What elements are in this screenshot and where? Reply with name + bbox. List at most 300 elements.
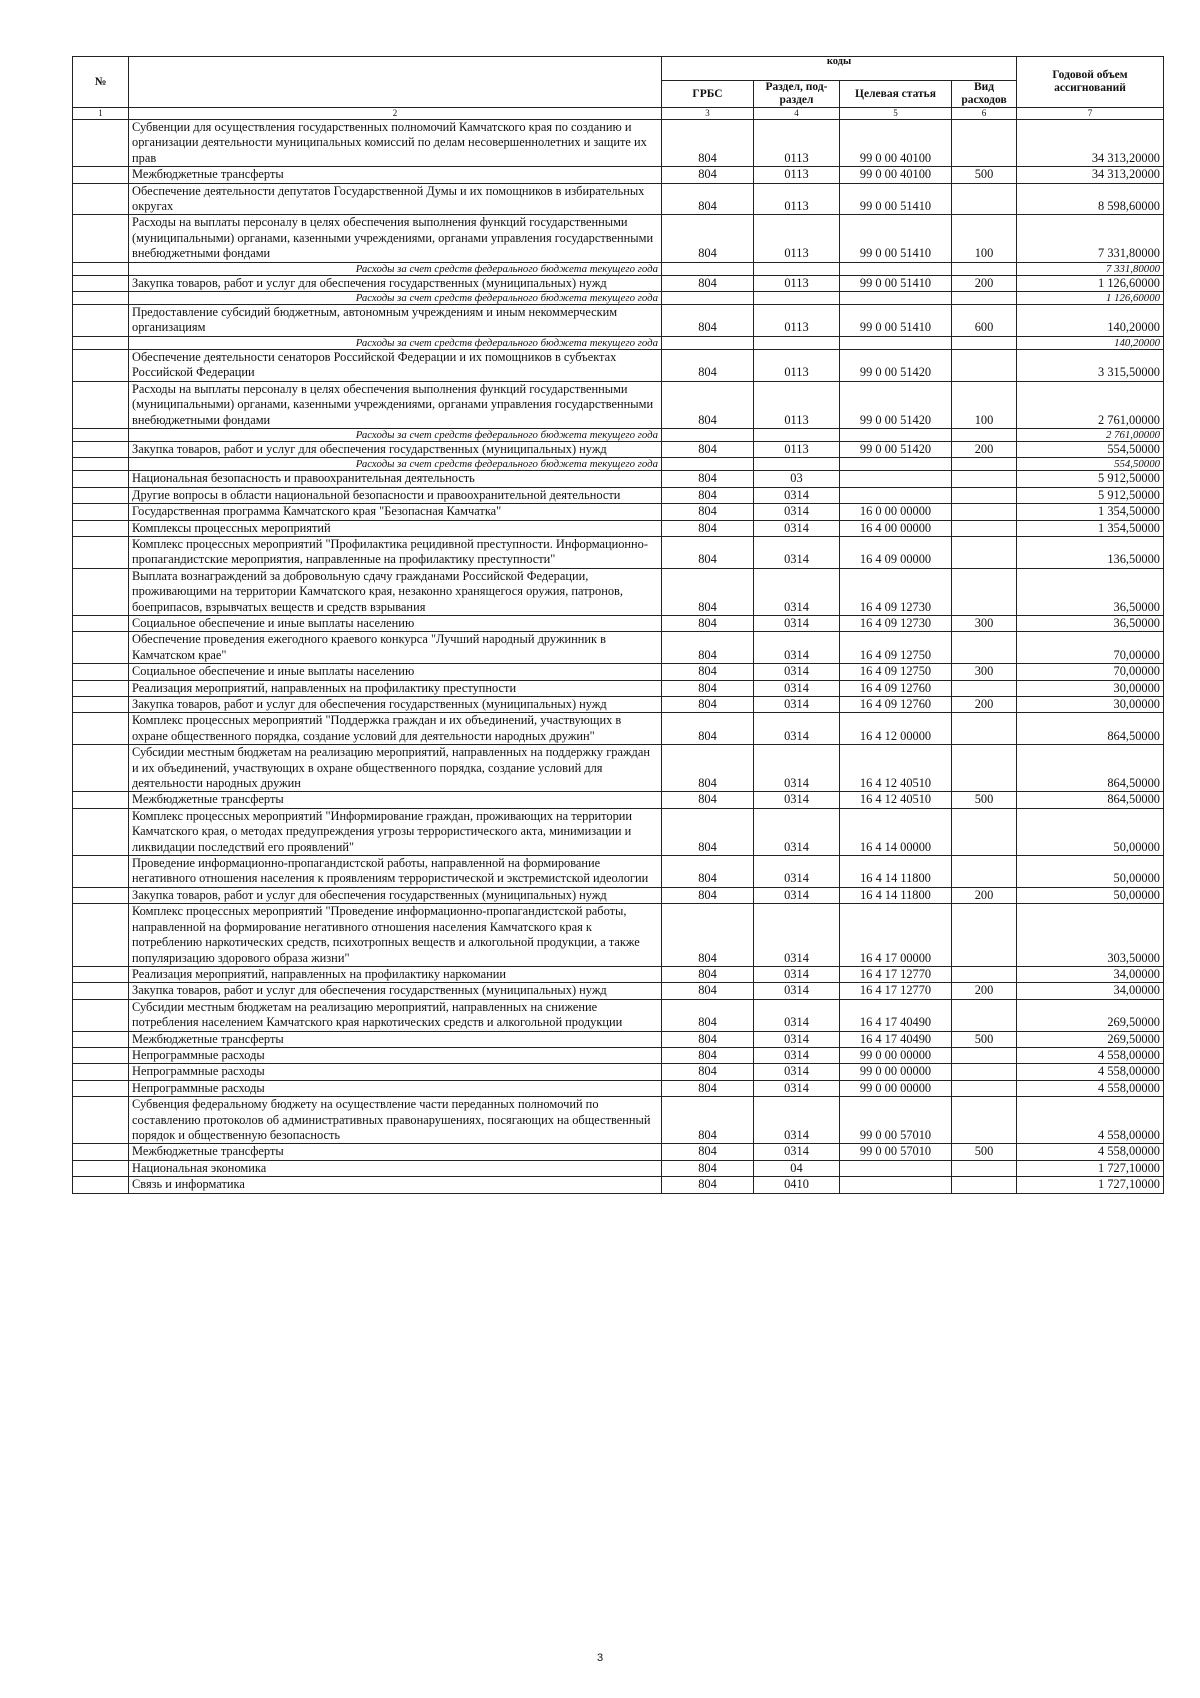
- row-section-cell: 0314: [754, 568, 840, 615]
- row-grbs-cell: 804: [662, 664, 754, 680]
- row-sum-cell: 4 558,00000: [1017, 1144, 1164, 1160]
- row-target-cell: 16 4 09 12730: [840, 615, 952, 631]
- row-name-cell: Закупка товаров, работ и услуг для обеспечения государственных (муниципальных) нужд: [129, 275, 662, 291]
- row-section-cell: [754, 336, 840, 349]
- row-sum-cell: 1 126,60000: [1017, 275, 1164, 291]
- row-grbs-cell: 804: [662, 1144, 754, 1160]
- row-target-cell: 99 0 00 00000: [840, 1080, 952, 1096]
- col-number-4: 4: [754, 108, 840, 120]
- table-row: [73, 697, 1164, 713]
- row-number-cell: [73, 167, 129, 183]
- row-name-cell: Социальное обеспечение и иные выплаты населению: [129, 664, 662, 680]
- row-name-cell: Закупка товаров, работ и услуг для обеспечения государственных (муниципальных) нужд: [129, 983, 662, 999]
- row-sum-cell: 36,50000: [1017, 568, 1164, 615]
- row-grbs-cell: 804: [662, 120, 754, 167]
- row-number-cell: [73, 632, 129, 664]
- row-target-cell: 99 0 00 51420: [840, 381, 952, 428]
- row-number-cell: [73, 904, 129, 967]
- row-sum-cell: 864,50000: [1017, 792, 1164, 808]
- table-row: [73, 428, 1164, 441]
- row-target-cell: 99 0 00 51420: [840, 441, 952, 457]
- row-sum-cell: 864,50000: [1017, 745, 1164, 792]
- table-row: [73, 904, 1164, 967]
- row-name-cell: Социальное обеспечение и иные выплаты населению: [129, 615, 662, 631]
- row-target-cell: 99 0 00 51420: [840, 349, 952, 381]
- row-grbs-cell: 804: [662, 305, 754, 337]
- row-target-cell: 16 4 09 12750: [840, 664, 952, 680]
- row-target-cell: 16 4 09 00000: [840, 536, 952, 568]
- row-section-cell: 0314: [754, 792, 840, 808]
- table-row: [73, 536, 1164, 568]
- table-row: [73, 1080, 1164, 1096]
- row-kind-cell: [952, 504, 1017, 520]
- row-sum-cell: 1 354,50000: [1017, 504, 1164, 520]
- row-name-cell: Государственная программа Камчатского края "Безопасная Камчатка": [129, 504, 662, 520]
- table-row: [73, 504, 1164, 520]
- row-target-cell: [840, 487, 952, 503]
- row-number-cell: [73, 1177, 129, 1193]
- row-kind-cell: 300: [952, 615, 1017, 631]
- row-number-cell: [73, 745, 129, 792]
- row-grbs-cell: 804: [662, 215, 754, 262]
- row-target-cell: 99 0 00 51410: [840, 275, 952, 291]
- row-number-cell: [73, 336, 129, 349]
- row-sum-cell: 4 558,00000: [1017, 1047, 1164, 1063]
- row-sum-cell: 36,50000: [1017, 615, 1164, 631]
- row-number-cell: [73, 615, 129, 631]
- row-number-cell: [73, 305, 129, 337]
- row-sum-cell: 1 126,60000: [1017, 292, 1164, 305]
- row-name-cell: Комплекс процессных мероприятий "Информирование граждан, проживающих на территории Камчатского края, о методах предупреждения угрозы террористического акта, минимизации и ликвидации последствий его проявлений": [129, 808, 662, 855]
- row-section-cell: 04: [754, 1160, 840, 1176]
- row-grbs-cell: 804: [662, 966, 754, 982]
- row-name-cell: Национальная безопасность и правоохранительная деятельность: [129, 471, 662, 487]
- row-sum-cell: 70,00000: [1017, 632, 1164, 664]
- row-kind-cell: [952, 966, 1017, 982]
- row-grbs-cell: 804: [662, 520, 754, 536]
- row-target-cell: 16 4 17 12770: [840, 983, 952, 999]
- row-target-cell: [840, 336, 952, 349]
- row-number-cell: [73, 856, 129, 888]
- row-name-cell: Расходы за счет средств федерального бюджета текущего года: [129, 336, 662, 349]
- row-number-cell: [73, 808, 129, 855]
- table-row: [73, 487, 1164, 503]
- row-section-cell: 0314: [754, 1047, 840, 1063]
- row-target-cell: 99 0 00 57010: [840, 1097, 952, 1144]
- row-target-cell: 16 4 17 40490: [840, 999, 952, 1031]
- row-target-cell: 99 0 00 00000: [840, 1064, 952, 1080]
- row-kind-cell: [952, 632, 1017, 664]
- table-row: [73, 745, 1164, 792]
- row-kind-cell: [952, 536, 1017, 568]
- row-target-cell: [840, 1177, 952, 1193]
- row-target-cell: 16 4 09 12760: [840, 680, 952, 696]
- row-number-cell: [73, 458, 129, 471]
- table-row: [73, 632, 1164, 664]
- row-section-cell: 0314: [754, 808, 840, 855]
- row-sum-cell: 5 912,50000: [1017, 471, 1164, 487]
- row-number-cell: [73, 428, 129, 441]
- row-kind-cell: [952, 1064, 1017, 1080]
- row-sum-cell: 50,00000: [1017, 887, 1164, 903]
- row-grbs-cell: 804: [662, 632, 754, 664]
- row-section-cell: 03: [754, 471, 840, 487]
- row-sum-cell: 8 598,60000: [1017, 183, 1164, 215]
- row-name-cell: Предоставление субсидий бюджетным, автономным учреждениям и иным некоммерческим организациям: [129, 305, 662, 337]
- row-name-cell: Другие вопросы в области национальной безопасности и правоохранительной деятельности: [129, 487, 662, 503]
- row-target-cell: 16 4 09 12750: [840, 632, 952, 664]
- row-section-cell: 0113: [754, 120, 840, 167]
- row-kind-cell: [952, 520, 1017, 536]
- row-number-cell: [73, 441, 129, 457]
- row-kind-cell: [952, 1097, 1017, 1144]
- row-kind-cell: 500: [952, 1031, 1017, 1047]
- table-row: [73, 1160, 1164, 1176]
- table-row: [73, 664, 1164, 680]
- row-section-cell: 0113: [754, 167, 840, 183]
- row-name-cell: Непрограммные расходы: [129, 1047, 662, 1063]
- row-name-cell: Закупка товаров, работ и услуг для обеспечения государственных (муниципальных) нужд: [129, 887, 662, 903]
- row-grbs-cell: 804: [662, 697, 754, 713]
- row-grbs-cell: 804: [662, 275, 754, 291]
- row-number-cell: [73, 983, 129, 999]
- row-grbs-cell: 804: [662, 792, 754, 808]
- row-grbs-cell: 804: [662, 983, 754, 999]
- row-kind-cell: [952, 1177, 1017, 1193]
- row-kind-cell: [952, 458, 1017, 471]
- row-sum-cell: 136,50000: [1017, 536, 1164, 568]
- row-grbs-cell: 804: [662, 568, 754, 615]
- row-section-cell: 0314: [754, 745, 840, 792]
- row-name-cell: Реализация мероприятий, направленных на профилактику преступности: [129, 680, 662, 696]
- row-kind-cell: [952, 471, 1017, 487]
- row-section-cell: [754, 458, 840, 471]
- table-row: [73, 275, 1164, 291]
- row-name-cell: Обеспечение деятельности сенаторов Российской Федерации и их помощников в субъектах Российской Федерации: [129, 349, 662, 381]
- row-grbs-cell: 804: [662, 1047, 754, 1063]
- row-kind-cell: [952, 262, 1017, 275]
- row-grbs-cell: [662, 292, 754, 305]
- row-grbs-cell: 804: [662, 349, 754, 381]
- row-target-cell: 16 4 14 00000: [840, 808, 952, 855]
- row-kind-cell: 200: [952, 887, 1017, 903]
- row-target-cell: 16 4 12 40510: [840, 745, 952, 792]
- table-row: [73, 680, 1164, 696]
- row-sum-cell: 554,50000: [1017, 458, 1164, 471]
- row-name-cell: Комплекс процессных мероприятий "Поддержка граждан и их объединений, участвующих в охране общественного порядка, создание условий для деятельности народных дружин": [129, 713, 662, 745]
- row-name-cell: Расходы на выплаты персоналу в целях обеспечения выполнения функций государственными (муниципальными) органами, казенными учреждениями, органами управления государственными внебюджетными фондами: [129, 381, 662, 428]
- page-number: 3: [596, 1652, 604, 1664]
- row-kind-cell: [952, 292, 1017, 305]
- row-kind-cell: [952, 680, 1017, 696]
- table-row: [73, 336, 1164, 349]
- table-row: [73, 1144, 1164, 1160]
- row-grbs-cell: [662, 458, 754, 471]
- row-sum-cell: 1 727,10000: [1017, 1160, 1164, 1176]
- row-number-cell: [73, 568, 129, 615]
- row-sum-cell: 30,00000: [1017, 680, 1164, 696]
- row-target-cell: 16 4 09 12730: [840, 568, 952, 615]
- row-number-cell: [73, 1144, 129, 1160]
- table-row: [73, 856, 1164, 888]
- row-name-cell: Комплекс процессных мероприятий "Проведение информационно-пропагандистской работы, направленной на формирование негативного отношения населения Камчатского края к потреблению наркотических средств, психотропных веществ и алкогольной продукции, а также популяризацию здорового образа жизни": [129, 904, 662, 967]
- row-number-cell: [73, 1047, 129, 1063]
- row-grbs-cell: 804: [662, 381, 754, 428]
- row-target-cell: 16 0 00 00000: [840, 504, 952, 520]
- row-sum-cell: 864,50000: [1017, 713, 1164, 745]
- row-sum-cell: 34 313,20000: [1017, 167, 1164, 183]
- row-target-cell: 99 0 00 40100: [840, 167, 952, 183]
- row-grbs-cell: 804: [662, 887, 754, 903]
- row-sum-cell: 5 912,50000: [1017, 487, 1164, 503]
- row-sum-cell: 554,50000: [1017, 441, 1164, 457]
- row-target-cell: 16 4 09 12760: [840, 697, 952, 713]
- row-kind-cell: [952, 568, 1017, 615]
- row-name-cell: Обеспечение проведения ежегодного краевого конкурса "Лучший народный дружинник в Камчатском крае": [129, 632, 662, 664]
- row-number-cell: [73, 1160, 129, 1176]
- table-row: [73, 792, 1164, 808]
- row-sum-cell: 30,00000: [1017, 697, 1164, 713]
- row-target-cell: 99 0 00 57010: [840, 1144, 952, 1160]
- row-name-cell: Расходы на выплаты персоналу в целях обеспечения выполнения функций государственными (муниципальными) органами, казенными учреждениями, органами управления государственными внебюджетными фондами: [129, 215, 662, 262]
- row-target-cell: 99 0 00 40100: [840, 120, 952, 167]
- row-sum-cell: 50,00000: [1017, 808, 1164, 855]
- row-kind-cell: [952, 1047, 1017, 1063]
- row-kind-cell: [952, 183, 1017, 215]
- row-number-cell: [73, 713, 129, 745]
- table-row: [73, 458, 1164, 471]
- row-section-cell: 0314: [754, 966, 840, 982]
- row-number-cell: [73, 1080, 129, 1096]
- table-row: [73, 183, 1164, 215]
- header-section: Раздел, под-раздел: [754, 81, 840, 108]
- row-grbs-cell: 804: [662, 615, 754, 631]
- row-grbs-cell: 804: [662, 504, 754, 520]
- row-grbs-cell: 804: [662, 183, 754, 215]
- row-target-cell: [840, 262, 952, 275]
- row-name-cell: Комплексы процессных мероприятий: [129, 520, 662, 536]
- row-target-cell: 16 4 17 40490: [840, 1031, 952, 1047]
- table-row: [73, 568, 1164, 615]
- header-number: №: [73, 57, 129, 108]
- row-section-cell: [754, 428, 840, 441]
- row-grbs-cell: 804: [662, 1160, 754, 1176]
- table-row: [73, 887, 1164, 903]
- row-number-cell: [73, 536, 129, 568]
- row-sum-cell: 2 761,00000: [1017, 381, 1164, 428]
- row-target-cell: 16 4 14 11800: [840, 856, 952, 888]
- row-section-cell: 0113: [754, 349, 840, 381]
- col-number-2: 2: [129, 108, 662, 120]
- row-target-cell: 99 0 00 00000: [840, 1047, 952, 1063]
- row-sum-cell: 1 727,10000: [1017, 1177, 1164, 1193]
- row-number-cell: [73, 215, 129, 262]
- row-grbs-cell: 804: [662, 1097, 754, 1144]
- row-section-cell: 0314: [754, 632, 840, 664]
- table-row: [73, 999, 1164, 1031]
- row-section-cell: 0314: [754, 680, 840, 696]
- table-row: [73, 167, 1164, 183]
- row-sum-cell: 4 558,00000: [1017, 1080, 1164, 1096]
- table-row: [73, 966, 1164, 982]
- row-grbs-cell: 804: [662, 1177, 754, 1193]
- row-target-cell: 16 4 00 00000: [840, 520, 952, 536]
- row-name-cell: Субвенции для осуществления государственных полномочий Камчатского края по созданию и организации деятельности муниципальных комиссий по делам несовершеннолетних и защите их прав: [129, 120, 662, 167]
- row-section-cell: 0314: [754, 536, 840, 568]
- row-section-cell: 0314: [754, 1064, 840, 1080]
- table-body: [73, 120, 1164, 1194]
- budget-table: [72, 56, 1164, 1194]
- table-row: [73, 120, 1164, 167]
- row-sum-cell: 70,00000: [1017, 664, 1164, 680]
- row-sum-cell: 269,50000: [1017, 999, 1164, 1031]
- row-section-cell: 0314: [754, 983, 840, 999]
- row-number-cell: [73, 504, 129, 520]
- row-section-cell: 0314: [754, 504, 840, 520]
- row-kind-cell: 500: [952, 792, 1017, 808]
- row-kind-cell: [952, 336, 1017, 349]
- table-row: [73, 615, 1164, 631]
- row-sum-cell: 34,00000: [1017, 983, 1164, 999]
- row-grbs-cell: [662, 428, 754, 441]
- row-grbs-cell: 804: [662, 713, 754, 745]
- row-kind-cell: [952, 1080, 1017, 1096]
- header-target: Целевая статья: [840, 81, 952, 108]
- row-number-cell: [73, 680, 129, 696]
- row-section-cell: 0410: [754, 1177, 840, 1193]
- row-number-cell: [73, 664, 129, 680]
- row-name-cell: Расходы за счет средств федерального бюджета текущего года: [129, 292, 662, 305]
- row-kind-cell: 200: [952, 697, 1017, 713]
- row-number-cell: [73, 471, 129, 487]
- row-target-cell: [840, 1160, 952, 1176]
- header-name: [129, 57, 662, 108]
- table-row: [73, 215, 1164, 262]
- row-grbs-cell: 804: [662, 999, 754, 1031]
- row-target-cell: 16 4 14 11800: [840, 887, 952, 903]
- row-name-cell: Расходы за счет средств федерального бюджета текущего года: [129, 428, 662, 441]
- row-section-cell: 0314: [754, 520, 840, 536]
- row-kind-cell: 300: [952, 664, 1017, 680]
- row-section-cell: 0113: [754, 275, 840, 291]
- row-name-cell: Расходы за счет средств федерального бюджета текущего года: [129, 458, 662, 471]
- row-grbs-cell: 804: [662, 1080, 754, 1096]
- row-grbs-cell: 804: [662, 856, 754, 888]
- row-name-cell: Закупка товаров, работ и услуг для обеспечения государственных (муниципальных) нужд: [129, 441, 662, 457]
- table-row: [73, 983, 1164, 999]
- col-number-1: 1: [73, 108, 129, 120]
- row-section-cell: 0314: [754, 856, 840, 888]
- table-row: [73, 262, 1164, 275]
- row-number-cell: [73, 349, 129, 381]
- row-name-cell: Субсидии местным бюджетам на реализацию мероприятий, направленных на снижение потребления населением Камчатского края наркотических средств и алкогольной продукции: [129, 999, 662, 1031]
- row-number-cell: [73, 697, 129, 713]
- row-name-cell: Связь и информатика: [129, 1177, 662, 1193]
- row-sum-cell: 34 313,20000: [1017, 120, 1164, 167]
- row-name-cell: Обеспечение деятельности депутатов Государственной Думы и их помощников в избирательных округах: [129, 183, 662, 215]
- row-number-cell: [73, 1064, 129, 1080]
- row-number-cell: [73, 1031, 129, 1047]
- row-section-cell: [754, 292, 840, 305]
- row-number-cell: [73, 262, 129, 275]
- row-target-cell: [840, 458, 952, 471]
- table-row: [73, 713, 1164, 745]
- row-kind-cell: 600: [952, 305, 1017, 337]
- row-target-cell: [840, 471, 952, 487]
- row-grbs-cell: 804: [662, 1064, 754, 1080]
- row-number-cell: [73, 520, 129, 536]
- row-kind-cell: [952, 999, 1017, 1031]
- row-section-cell: 0314: [754, 1144, 840, 1160]
- row-name-cell: Субсидии местным бюджетам на реализацию мероприятий, направленных на поддержку граждан и их объединений, участвующих в охране общественного порядка, создание условий для деятельности народных дружин: [129, 745, 662, 792]
- row-section-cell: 0314: [754, 999, 840, 1031]
- table-row: [73, 1047, 1164, 1063]
- col-number-5: 5: [840, 108, 952, 120]
- table-row: [73, 808, 1164, 855]
- row-section-cell: 0113: [754, 305, 840, 337]
- row-section-cell: 0113: [754, 381, 840, 428]
- row-target-cell: 16 4 17 00000: [840, 904, 952, 967]
- table-row: [73, 381, 1164, 428]
- table-row: [73, 520, 1164, 536]
- table-row: [73, 471, 1164, 487]
- row-number-cell: [73, 887, 129, 903]
- row-target-cell: 99 0 00 51410: [840, 183, 952, 215]
- row-grbs-cell: 804: [662, 167, 754, 183]
- row-kind-cell: 500: [952, 1144, 1017, 1160]
- row-kind-cell: [952, 487, 1017, 503]
- row-grbs-cell: 804: [662, 745, 754, 792]
- table-row: [73, 292, 1164, 305]
- row-kind-cell: [952, 713, 1017, 745]
- table-row: [73, 349, 1164, 381]
- row-grbs-cell: 804: [662, 441, 754, 457]
- row-sum-cell: 2 761,00000: [1017, 428, 1164, 441]
- row-kind-cell: [952, 1160, 1017, 1176]
- row-target-cell: [840, 428, 952, 441]
- row-sum-cell: 34,00000: [1017, 966, 1164, 982]
- table-row: [73, 1064, 1164, 1080]
- row-sum-cell: 7 331,80000: [1017, 215, 1164, 262]
- row-section-cell: 0314: [754, 713, 840, 745]
- row-sum-cell: 269,50000: [1017, 1031, 1164, 1047]
- row-target-cell: 16 4 17 12770: [840, 966, 952, 982]
- row-name-cell: Межбюджетные трансферты: [129, 167, 662, 183]
- row-sum-cell: 4 558,00000: [1017, 1097, 1164, 1144]
- row-kind-cell: 200: [952, 275, 1017, 291]
- row-grbs-cell: 804: [662, 536, 754, 568]
- row-name-cell: Межбюджетные трансферты: [129, 792, 662, 808]
- row-section-cell: 0113: [754, 215, 840, 262]
- row-section-cell: 0314: [754, 697, 840, 713]
- row-kind-cell: 100: [952, 381, 1017, 428]
- row-sum-cell: 3 315,50000: [1017, 349, 1164, 381]
- row-grbs-cell: [662, 336, 754, 349]
- row-section-cell: 0314: [754, 1031, 840, 1047]
- row-kind-cell: [952, 904, 1017, 967]
- row-sum-cell: 50,00000: [1017, 856, 1164, 888]
- row-section-cell: 0314: [754, 487, 840, 503]
- row-section-cell: 0113: [754, 183, 840, 215]
- row-section-cell: 0314: [754, 1080, 840, 1096]
- row-section-cell: 0314: [754, 1097, 840, 1144]
- row-name-cell: Национальная экономика: [129, 1160, 662, 1176]
- row-name-cell: Проведение информационно-пропагандистской работы, направленной на формирование негативного отношения населения к проявлениям террористической и экстремистской идеологии: [129, 856, 662, 888]
- row-kind-cell: 200: [952, 441, 1017, 457]
- row-kind-cell: [952, 120, 1017, 167]
- row-number-cell: [73, 966, 129, 982]
- row-number-cell: [73, 292, 129, 305]
